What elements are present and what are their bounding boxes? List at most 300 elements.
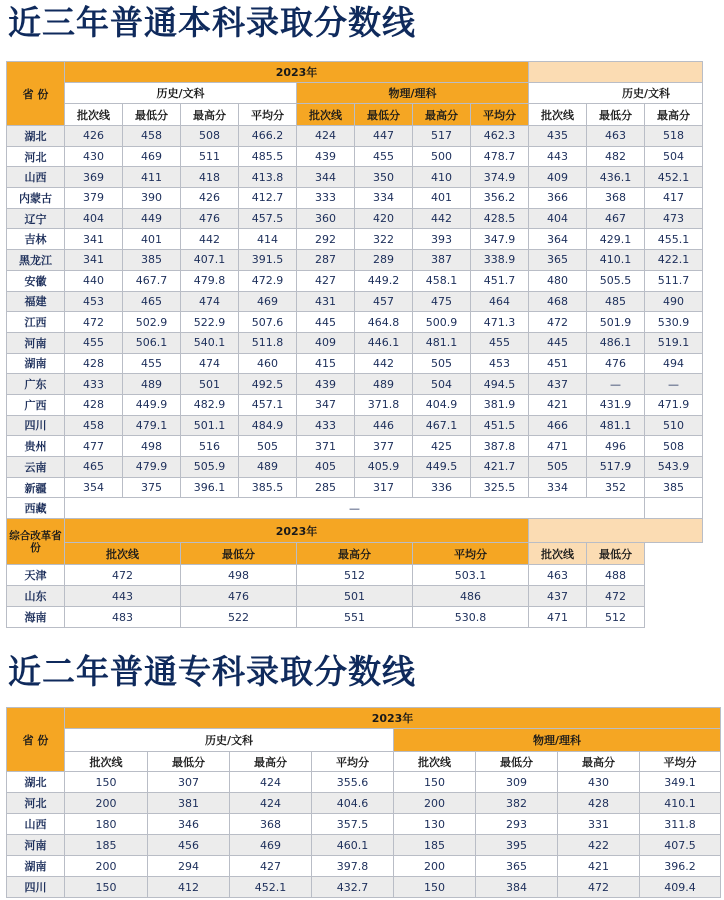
column-header: 平均分 bbox=[239, 104, 297, 126]
data-cell: 465 bbox=[65, 457, 123, 478]
data-cell: 455 bbox=[65, 332, 123, 353]
data-cell: 503.1 bbox=[413, 565, 529, 586]
data-cell: 349.1 bbox=[640, 772, 721, 793]
data-cell: 480 bbox=[529, 270, 587, 291]
province-header: 省 份 bbox=[7, 708, 65, 772]
data-cell: 430 bbox=[65, 146, 123, 167]
data-cell: 381.9 bbox=[471, 394, 529, 415]
data-cell: 516 bbox=[181, 436, 239, 457]
data-cell: 479.9 bbox=[123, 457, 181, 478]
group-physics-header: 物理/理科 bbox=[394, 729, 721, 752]
data-cell: 385 bbox=[123, 250, 181, 271]
data-cell: 200 bbox=[394, 856, 476, 877]
data-cell: 407.1 bbox=[181, 250, 239, 271]
data-cell: 415 bbox=[297, 353, 355, 374]
group-history-header-previous: 历史/文科 bbox=[529, 83, 703, 104]
data-cell: 505 bbox=[529, 457, 587, 478]
data-cell: 510 bbox=[645, 415, 703, 436]
data-cell: 355.6 bbox=[312, 772, 394, 793]
province-cell: 福建 bbox=[7, 291, 65, 312]
table-row bbox=[7, 229, 703, 250]
table-row bbox=[7, 586, 703, 607]
data-cell: 451 bbox=[529, 353, 587, 374]
data-cell: 486.1 bbox=[587, 332, 645, 353]
year-header: 2023年 bbox=[65, 708, 721, 729]
data-cell: 440 bbox=[65, 270, 123, 291]
table-row bbox=[7, 208, 703, 229]
data-cell: 443 bbox=[65, 586, 181, 607]
data-cell: 458 bbox=[65, 415, 123, 436]
data-cell: 366 bbox=[529, 188, 587, 209]
province-cell: 湖北 bbox=[7, 126, 65, 147]
column-header: 最低分 bbox=[355, 104, 413, 126]
data-cell: 473 bbox=[645, 208, 703, 229]
data-cell: 472 bbox=[65, 565, 181, 586]
data-cell: 420 bbox=[355, 208, 413, 229]
data-cell: 471 bbox=[529, 607, 587, 628]
data-cell: 356.2 bbox=[471, 188, 529, 209]
data-cell: 455 bbox=[355, 146, 413, 167]
province-cell: 河北 bbox=[7, 793, 65, 814]
province-cell: 吉林 bbox=[7, 229, 65, 250]
table-row bbox=[7, 415, 703, 436]
data-cell: 507.6 bbox=[239, 312, 297, 333]
data-cell: 417 bbox=[645, 188, 703, 209]
data-cell: 543.9 bbox=[645, 457, 703, 478]
data-cell: 439 bbox=[297, 374, 355, 395]
column-header: 批次线 bbox=[394, 752, 476, 772]
data-cell: 374.9 bbox=[471, 167, 529, 188]
data-cell: 471 bbox=[529, 436, 587, 457]
table-row bbox=[7, 856, 721, 877]
column-header: 批次线 bbox=[65, 104, 123, 126]
comprehensive-column-header: 最高分 bbox=[297, 543, 413, 565]
data-cell: 471.3 bbox=[471, 312, 529, 333]
data-cell: 404.6 bbox=[312, 793, 394, 814]
data-cell: 200 bbox=[65, 856, 148, 877]
data-cell: 387.8 bbox=[471, 436, 529, 457]
table-row bbox=[7, 835, 721, 856]
table-row bbox=[7, 436, 703, 457]
data-cell: 354 bbox=[65, 477, 123, 498]
table-row bbox=[7, 607, 703, 628]
data-cell: 482 bbox=[587, 146, 645, 167]
data-cell: 457.5 bbox=[239, 208, 297, 229]
data-cell: 322 bbox=[355, 229, 413, 250]
province-cell: 新疆 bbox=[7, 477, 65, 498]
data-cell: 455 bbox=[471, 332, 529, 353]
data-cell: 387 bbox=[413, 250, 471, 271]
data-cell: 505 bbox=[239, 436, 297, 457]
data-cell: 464.8 bbox=[355, 312, 413, 333]
province-cell: 四川 bbox=[7, 877, 65, 898]
data-cell: 311.8 bbox=[640, 814, 721, 835]
data-cell: 427 bbox=[230, 856, 312, 877]
data-cell: 463 bbox=[587, 126, 645, 147]
junior-college-score-table bbox=[6, 707, 721, 898]
province-header: 省 份 bbox=[7, 62, 65, 126]
data-cell: — bbox=[65, 498, 645, 519]
data-cell: 368 bbox=[230, 814, 312, 835]
column-header: 最高分 bbox=[230, 752, 312, 772]
data-cell: 325.5 bbox=[471, 477, 529, 498]
data-cell: 453 bbox=[471, 353, 529, 374]
data-cell: 421 bbox=[529, 394, 587, 415]
table-row bbox=[7, 126, 703, 147]
data-cell: 449.5 bbox=[413, 457, 471, 478]
province-cell: 河南 bbox=[7, 835, 65, 856]
data-cell: 490 bbox=[645, 291, 703, 312]
data-cell: 505 bbox=[413, 353, 471, 374]
data-cell: 200 bbox=[394, 793, 476, 814]
data-cell: 439 bbox=[297, 146, 355, 167]
province-cell: 山西 bbox=[7, 814, 65, 835]
data-cell: 411 bbox=[123, 167, 181, 188]
province-cell: 河南 bbox=[7, 332, 65, 353]
data-cell: 469 bbox=[239, 291, 297, 312]
table-row bbox=[7, 250, 703, 271]
data-cell: 150 bbox=[394, 877, 476, 898]
province-cell: 山东 bbox=[7, 586, 65, 607]
data-cell: 467.7 bbox=[123, 270, 181, 291]
data-cell: 501.1 bbox=[181, 415, 239, 436]
data-cell: 412 bbox=[148, 877, 230, 898]
data-cell: 445 bbox=[529, 332, 587, 353]
province-cell: 天津 bbox=[7, 565, 65, 586]
data-cell: 405.9 bbox=[355, 457, 413, 478]
data-cell: 150 bbox=[65, 772, 148, 793]
data-cell: 518 bbox=[645, 126, 703, 147]
data-cell: 506.1 bbox=[123, 332, 181, 353]
junior-college-section-title: 近二年普通专科录取分数线 bbox=[8, 652, 416, 691]
data-cell: 428 bbox=[558, 793, 640, 814]
data-cell: 418 bbox=[181, 167, 239, 188]
data-cell: 409.4 bbox=[640, 877, 721, 898]
data-cell: 428 bbox=[65, 394, 123, 415]
data-cell: 481.1 bbox=[587, 415, 645, 436]
province-cell: 黑龙江 bbox=[7, 250, 65, 271]
data-cell: 452.1 bbox=[230, 877, 312, 898]
data-cell: 429.1 bbox=[587, 229, 645, 250]
data-cell: 371.8 bbox=[355, 394, 413, 415]
data-cell: 369 bbox=[65, 167, 123, 188]
data-cell: 498 bbox=[123, 436, 181, 457]
data-cell: 446 bbox=[355, 415, 413, 436]
column-header: 最低分 bbox=[123, 104, 181, 126]
data-cell: 474 bbox=[181, 291, 239, 312]
data-cell: 443 bbox=[529, 146, 587, 167]
data-cell: 365 bbox=[529, 250, 587, 271]
data-cell: 344 bbox=[297, 167, 355, 188]
column-header: 批次线 bbox=[297, 104, 355, 126]
data-cell: 334 bbox=[355, 188, 413, 209]
data-cell: 511.8 bbox=[239, 332, 297, 353]
data-cell: 404 bbox=[65, 208, 123, 229]
data-cell: 502.9 bbox=[123, 312, 181, 333]
province-cell: 湖南 bbox=[7, 353, 65, 374]
comprehensive-column-header: 最低分 bbox=[587, 543, 645, 565]
data-cell: 501 bbox=[181, 374, 239, 395]
data-cell: 426 bbox=[181, 188, 239, 209]
data-cell: 404.9 bbox=[413, 394, 471, 415]
data-cell: 333 bbox=[297, 188, 355, 209]
data-cell: 479.8 bbox=[181, 270, 239, 291]
province-cell: 湖北 bbox=[7, 772, 65, 793]
data-cell: 452.1 bbox=[645, 167, 703, 188]
province-cell: 内蒙古 bbox=[7, 188, 65, 209]
province-cell: 湖南 bbox=[7, 856, 65, 877]
data-cell: 478.7 bbox=[471, 146, 529, 167]
data-cell: 465 bbox=[123, 291, 181, 312]
data-cell: 407.5 bbox=[640, 835, 721, 856]
data-cell: 469 bbox=[230, 835, 312, 856]
data-cell: 428.5 bbox=[471, 208, 529, 229]
undergraduate-score-table bbox=[6, 61, 703, 628]
data-cell: 422 bbox=[558, 835, 640, 856]
data-cell: 294 bbox=[148, 856, 230, 877]
data-cell: 401 bbox=[123, 229, 181, 250]
data-cell: 512 bbox=[587, 607, 645, 628]
data-cell: 307 bbox=[148, 772, 230, 793]
data-cell: 421 bbox=[558, 856, 640, 877]
data-cell: 449 bbox=[123, 208, 181, 229]
data-cell: 384 bbox=[476, 877, 558, 898]
data-cell: 455 bbox=[123, 353, 181, 374]
undergraduate-section-title: 近三年普通本科录取分数线 bbox=[8, 3, 416, 42]
data-cell: 489 bbox=[123, 374, 181, 395]
data-cell: 130 bbox=[394, 814, 476, 835]
data-cell: 476 bbox=[181, 586, 297, 607]
data-cell: 413.8 bbox=[239, 167, 297, 188]
column-header: 最高分 bbox=[645, 104, 703, 126]
data-cell: 460 bbox=[239, 353, 297, 374]
data-cell: 424 bbox=[230, 793, 312, 814]
data-cell: 447 bbox=[355, 126, 413, 147]
data-cell: 385.5 bbox=[239, 477, 297, 498]
data-cell: 449.2 bbox=[355, 270, 413, 291]
data-cell: 424 bbox=[230, 772, 312, 793]
data-cell: 412.7 bbox=[239, 188, 297, 209]
data-cell: 334 bbox=[529, 477, 587, 498]
data-cell: 381 bbox=[148, 793, 230, 814]
data-cell: 445 bbox=[297, 312, 355, 333]
data-cell: 511.7 bbox=[645, 270, 703, 291]
data-cell: 347 bbox=[297, 394, 355, 415]
data-cell: 287 bbox=[297, 250, 355, 271]
data-cell: 508 bbox=[645, 436, 703, 457]
data-cell: 517.9 bbox=[587, 457, 645, 478]
data-cell: 479.1 bbox=[123, 415, 181, 436]
data-cell: 338.9 bbox=[471, 250, 529, 271]
data-cell: 428 bbox=[65, 353, 123, 374]
data-cell: 460.1 bbox=[312, 835, 394, 856]
data-cell: — bbox=[645, 374, 703, 395]
data-cell: 390 bbox=[123, 188, 181, 209]
data-cell: 494 bbox=[645, 353, 703, 374]
data-cell: 432.7 bbox=[312, 877, 394, 898]
data-cell: 458 bbox=[123, 126, 181, 147]
data-cell: 371 bbox=[297, 436, 355, 457]
data-cell: 401 bbox=[413, 188, 471, 209]
table-row bbox=[7, 332, 703, 353]
comprehensive-year-header-previous bbox=[529, 519, 703, 543]
year-header: 2023年 bbox=[65, 62, 529, 83]
data-cell: 496 bbox=[587, 436, 645, 457]
data-cell: 462.3 bbox=[471, 126, 529, 147]
data-cell: 391.5 bbox=[239, 250, 297, 271]
data-cell: 341 bbox=[65, 250, 123, 271]
province-cell: 四川 bbox=[7, 415, 65, 436]
comprehensive-year-header: 2023年 bbox=[65, 519, 529, 543]
data-cell: 472 bbox=[65, 312, 123, 333]
data-cell: 431.9 bbox=[587, 394, 645, 415]
data-cell: 336 bbox=[413, 477, 471, 498]
table-row bbox=[7, 814, 721, 835]
data-cell: 393 bbox=[413, 229, 471, 250]
comprehensive-column-header: 批次线 bbox=[529, 543, 587, 565]
data-cell: 464 bbox=[471, 291, 529, 312]
data-cell: 483 bbox=[65, 607, 181, 628]
data-cell: 467.1 bbox=[413, 415, 471, 436]
data-cell: 449.9 bbox=[123, 394, 181, 415]
data-cell: 522 bbox=[181, 607, 297, 628]
data-cell: 551 bbox=[297, 607, 413, 628]
data-cell: 477 bbox=[65, 436, 123, 457]
data-cell: 466.2 bbox=[239, 126, 297, 147]
data-cell: 482.9 bbox=[181, 394, 239, 415]
data-cell: 414 bbox=[239, 229, 297, 250]
data-cell: 293 bbox=[476, 814, 558, 835]
province-cell: 安徽 bbox=[7, 270, 65, 291]
data-cell: 472 bbox=[587, 586, 645, 607]
table-row bbox=[7, 498, 703, 519]
data-cell: 505.5 bbox=[587, 270, 645, 291]
data-cell: 368 bbox=[587, 188, 645, 209]
data-cell: 456 bbox=[148, 835, 230, 856]
data-cell: 331 bbox=[558, 814, 640, 835]
province-cell: 贵州 bbox=[7, 436, 65, 457]
data-cell: 410 bbox=[413, 167, 471, 188]
data-cell: 382 bbox=[476, 793, 558, 814]
data-cell: 396.1 bbox=[181, 477, 239, 498]
data-cell: 508 bbox=[181, 126, 239, 147]
province-cell: 辽宁 bbox=[7, 208, 65, 229]
data-cell: 486 bbox=[413, 586, 529, 607]
data-cell: 377 bbox=[355, 436, 413, 457]
data-cell: 185 bbox=[65, 835, 148, 856]
table-row bbox=[7, 291, 703, 312]
data-cell: 150 bbox=[65, 877, 148, 898]
data-cell: 498 bbox=[181, 565, 297, 586]
data-cell: 485.5 bbox=[239, 146, 297, 167]
data-cell: 476 bbox=[181, 208, 239, 229]
data-cell: 341 bbox=[65, 229, 123, 250]
data-cell: 489 bbox=[239, 457, 297, 478]
data-cell: 481.1 bbox=[413, 332, 471, 353]
data-cell: 489 bbox=[355, 374, 413, 395]
table-row bbox=[7, 270, 703, 291]
data-cell: 346 bbox=[148, 814, 230, 835]
table-row bbox=[7, 146, 703, 167]
data-cell: 409 bbox=[297, 332, 355, 353]
data-cell: 501 bbox=[297, 586, 413, 607]
data-cell: 347.9 bbox=[471, 229, 529, 250]
data-cell: 485 bbox=[587, 291, 645, 312]
data-cell: 530.9 bbox=[645, 312, 703, 333]
data-cell: 488 bbox=[587, 565, 645, 586]
column-header: 平均分 bbox=[471, 104, 529, 126]
data-cell: 511 bbox=[181, 146, 239, 167]
data-cell: 365 bbox=[476, 856, 558, 877]
data-cell: 436.1 bbox=[587, 167, 645, 188]
data-cell: 484.9 bbox=[239, 415, 297, 436]
data-cell: 405 bbox=[297, 457, 355, 478]
table-row bbox=[7, 167, 703, 188]
data-cell: 397.8 bbox=[312, 856, 394, 877]
group-history-header: 历史/文科 bbox=[65, 729, 394, 752]
data-cell: 427 bbox=[297, 270, 355, 291]
province-cell: 西藏 bbox=[7, 498, 65, 519]
data-cell: 455.1 bbox=[645, 229, 703, 250]
group-physics-header: 物理/理科 bbox=[297, 83, 529, 104]
data-cell: 472 bbox=[529, 312, 587, 333]
data-cell: 421.7 bbox=[471, 457, 529, 478]
data-cell: 501.9 bbox=[587, 312, 645, 333]
data-cell: 433 bbox=[297, 415, 355, 436]
comprehensive-column-header: 批次线 bbox=[65, 543, 181, 565]
data-cell: 375 bbox=[123, 477, 181, 498]
data-cell: 530.8 bbox=[413, 607, 529, 628]
data-cell: 512 bbox=[297, 565, 413, 586]
table-row bbox=[7, 772, 721, 793]
data-cell: 458.1 bbox=[413, 270, 471, 291]
data-cell: 426 bbox=[65, 126, 123, 147]
province-cell: 江西 bbox=[7, 312, 65, 333]
data-cell: 442 bbox=[413, 208, 471, 229]
column-header: 最低分 bbox=[148, 752, 230, 772]
group-history-header: 历史/文科 bbox=[65, 83, 297, 104]
data-cell: 451.7 bbox=[471, 270, 529, 291]
data-cell: 476 bbox=[587, 353, 645, 374]
data-cell: — bbox=[587, 374, 645, 395]
table-row bbox=[7, 877, 721, 898]
table-row bbox=[7, 793, 721, 814]
data-cell: 463 bbox=[529, 565, 587, 586]
data-cell: 457.1 bbox=[239, 394, 297, 415]
column-header: 批次线 bbox=[529, 104, 587, 126]
data-cell: 180 bbox=[65, 814, 148, 835]
data-cell: 453 bbox=[65, 291, 123, 312]
data-cell: 505.9 bbox=[181, 457, 239, 478]
data-cell: 467 bbox=[587, 208, 645, 229]
data-cell: 442 bbox=[181, 229, 239, 250]
data-cell: 517 bbox=[413, 126, 471, 147]
table-row bbox=[7, 312, 703, 333]
data-cell: 435 bbox=[529, 126, 587, 147]
column-header: 最低分 bbox=[476, 752, 558, 772]
table-row bbox=[7, 477, 703, 498]
table-row bbox=[7, 374, 703, 395]
table-row bbox=[7, 457, 703, 478]
data-cell: 350 bbox=[355, 167, 413, 188]
data-cell: 150 bbox=[394, 772, 476, 793]
data-cell: 474 bbox=[181, 353, 239, 374]
data-cell: 451.5 bbox=[471, 415, 529, 436]
data-cell: 475 bbox=[413, 291, 471, 312]
data-cell: 442 bbox=[355, 353, 413, 374]
data-cell: 500 bbox=[413, 146, 471, 167]
data-cell: 466 bbox=[529, 415, 587, 436]
